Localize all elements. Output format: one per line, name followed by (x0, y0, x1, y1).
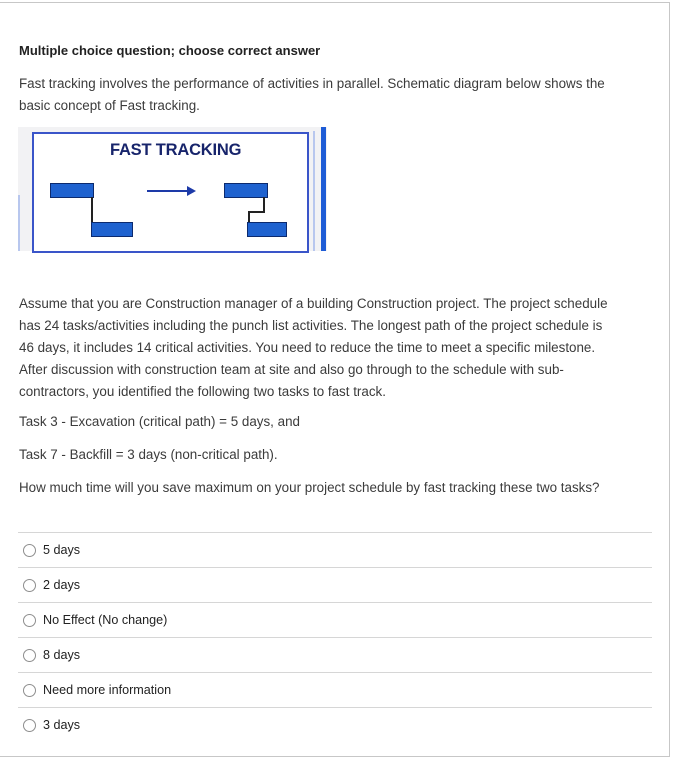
answer-option[interactable] (18, 567, 652, 602)
task-3-text: Task 3 - Excavation (critical path) = 5 days, and (19, 414, 300, 429)
answer-option[interactable] (18, 602, 652, 637)
scenario-line: Assume that you are Construction manager of a building Construction project. The project schedule (19, 296, 608, 311)
option-label: 2 days (43, 578, 81, 592)
fast-tracking-diagram (18, 127, 327, 251)
answer-option[interactable] (18, 532, 652, 567)
task-bar-parallel-1 (224, 183, 268, 198)
task-bar-parallel-2 (247, 222, 287, 237)
dependency-line (91, 197, 93, 223)
task-bar-sequential-2 (91, 222, 133, 237)
option-label: 5 days (43, 543, 81, 557)
intro-line: basic concept of Fast tracking. (19, 98, 200, 113)
answer-option[interactable] (18, 707, 652, 742)
intro-line: Fast tracking involves the performance of activities in parallel. Schematic diagram below shows the (19, 76, 605, 91)
dependency-line (248, 211, 265, 213)
scenario-line: After discussion with construction team at site and also go through to the schedule with sub- (19, 362, 564, 377)
scenario-line: has 24 tasks/activities including the punch list activities. The longest path of the project schedule is (19, 318, 603, 333)
option-label: 8 days (43, 648, 81, 662)
radio-button[interactable] (23, 614, 36, 627)
task-bar-sequential-1 (50, 183, 94, 198)
scenario-text (19, 293, 659, 403)
radio-button[interactable] (23, 544, 36, 557)
radio-button[interactable] (23, 649, 36, 662)
scenario-line: 46 days, it includes 14 critical activities. You need to reduce the time to meet a specific milestone. (19, 340, 596, 355)
question-prompt: How much time will you save maximum on your project schedule by fast tracking these two tasks? (19, 480, 600, 495)
option-label: 3 days (43, 718, 81, 732)
arrow-line (147, 190, 189, 192)
radio-button[interactable] (23, 579, 36, 592)
scenario-line: contractors, you identified the following two tasks to fast track. (19, 384, 386, 399)
task-7-text: Task 7 - Backfill = 3 days (non-critical path). (19, 447, 278, 462)
radio-button[interactable] (23, 684, 36, 697)
diagram-edge (321, 127, 326, 251)
answer-options (18, 532, 652, 742)
question-intro (19, 73, 659, 117)
diagram-title: FAST TRACKING (110, 141, 242, 159)
answer-option[interactable] (18, 637, 652, 672)
radio-button[interactable] (23, 719, 36, 732)
answer-option[interactable] (18, 672, 652, 707)
question-title: Multiple choice question; choose correct answer (19, 43, 321, 58)
option-label: No Effect (No change) (43, 613, 168, 627)
option-label: Need more information (43, 683, 172, 697)
diagram-edge (18, 195, 20, 251)
diagram-edge (313, 131, 315, 251)
arrow-right-icon (187, 186, 196, 196)
